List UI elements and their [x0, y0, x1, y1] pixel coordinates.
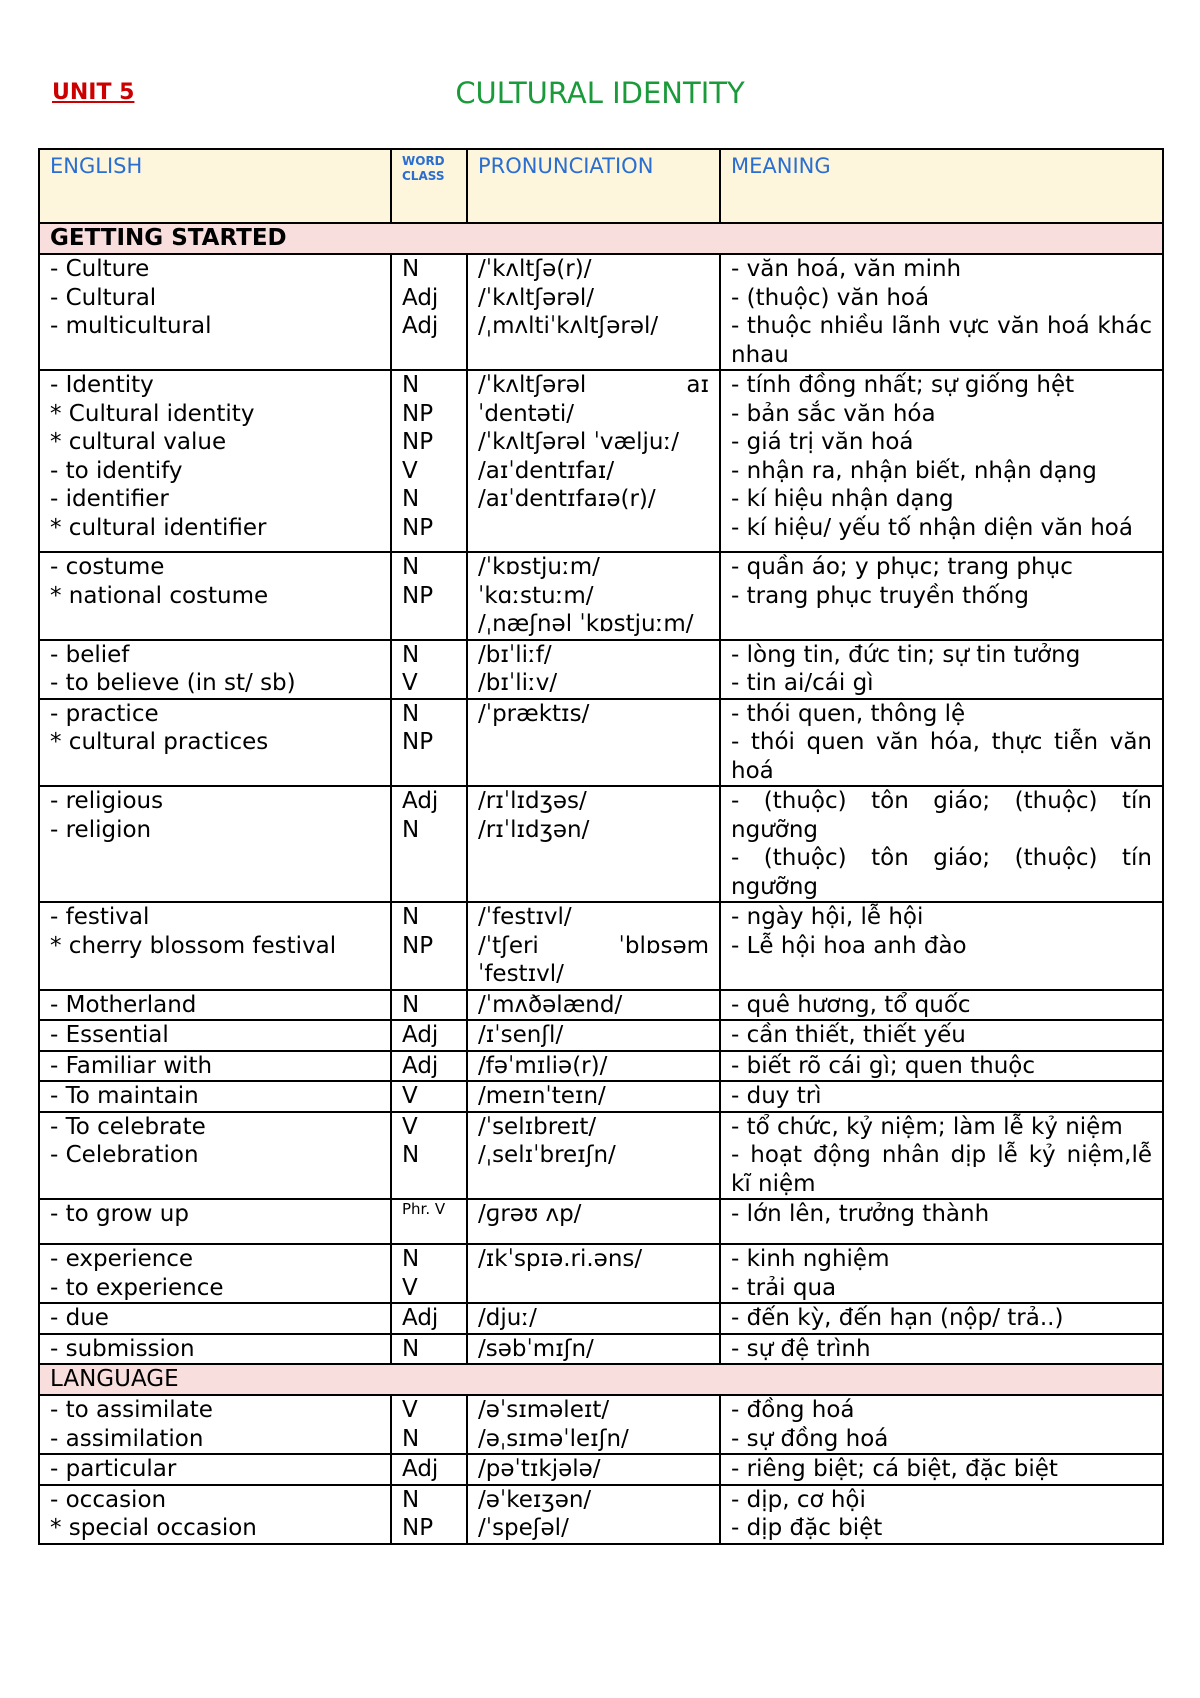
meaning-cell	[720, 640, 1163, 699]
column-header-meaning: MEANING	[720, 149, 1163, 223]
meaning-cell-line: - thói quen, thông lệ	[731, 700, 966, 727]
meaning-cell-line: - nhận ra, nhận biết, nhận dạng	[731, 457, 1097, 484]
pronunciation-cell	[467, 254, 720, 370]
meaning-cell	[720, 786, 1163, 902]
english-cell	[39, 699, 391, 787]
pronunciation-cell-line: /ˌnæʃnəl ˈkɒstjuːm/	[478, 611, 694, 637]
pronunciation-cell-line: ˈkɑːstuːm/	[478, 582, 594, 609]
pronunciation-cell-line: /ˈfestɪvl/	[478, 904, 572, 930]
meaning-cell-line: - (thuộc) văn hoá	[731, 284, 930, 311]
english-cell-line: - Essential	[50, 1022, 169, 1048]
english-cell	[39, 640, 391, 699]
english-cell-line: - occasion	[50, 1486, 167, 1513]
word-class-cell-line: Adj	[402, 788, 439, 814]
pronunciation-cell-line: /meɪnˈteɪn/	[478, 1083, 606, 1109]
english-cell-line: * cultural practices	[50, 729, 269, 755]
pronunciation-cell-line: /djuː/	[478, 1305, 537, 1331]
pronunciation-cell-line: /ˈpræktɪs/	[478, 700, 590, 727]
vocab-row	[39, 1244, 1163, 1303]
pronunciation-cell	[467, 1303, 720, 1334]
pronunciation-cell-line: /ɡrəʊ ʌp/	[478, 1201, 582, 1227]
meaning-cell-line: - kí hiệu/ yếu tố nhận diện văn hoá	[731, 514, 1133, 541]
english-cell-line: * special occasion	[50, 1515, 257, 1541]
meaning-cell-line: - văn hoá, văn minh	[731, 256, 962, 282]
meaning-cell-line: - giá trị văn hoá	[731, 429, 914, 455]
english-cell-line: - festival	[50, 904, 150, 930]
english-cell	[39, 1020, 391, 1051]
vocab-row	[39, 1020, 1163, 1051]
pronunciation-cell-line: /səbˈmɪʃn/	[478, 1335, 594, 1362]
meaning-cell	[720, 1303, 1163, 1334]
word-class-cell-line: Phr. V	[402, 1200, 446, 1218]
pronunciation-cell	[467, 902, 720, 990]
english-cell-line: - to identify	[50, 457, 183, 484]
word-class-cell-line: N	[402, 486, 420, 512]
vocab-row	[39, 1199, 1163, 1244]
word-class-cell	[391, 902, 467, 990]
word-class-cell	[391, 370, 467, 552]
english-cell-line: - identifier	[50, 486, 169, 512]
pronunciation-cell-line: /rɪˈlɪdʒəs/	[478, 788, 587, 814]
meaning-cell-line: - thói quen văn hóa, thực tiễn văn hoá	[731, 729, 1152, 784]
meaning-cell	[720, 1112, 1163, 1200]
meaning-cell-line: - quê hương, tổ quốc	[731, 991, 971, 1018]
pronunciation-cell-line: /ˌmʌltiˈkʌltʃərəl/	[478, 313, 659, 339]
word-class-cell-line: V	[402, 1274, 418, 1301]
vocab-row	[39, 254, 1163, 370]
pronunciation-cell-line: /əˈkeɪʒən/	[478, 1486, 592, 1513]
pronunciation-cell-line: /bɪˈliːf/	[478, 641, 552, 668]
pronunciation-cell	[467, 699, 720, 787]
meaning-cell-line: - sự đệ trình	[731, 1335, 871, 1362]
meaning-cell-line: - duy trì	[731, 1083, 822, 1109]
meaning-cell	[720, 1485, 1163, 1544]
meaning-cell	[720, 1244, 1163, 1303]
english-cell-line: - to assimilate	[50, 1397, 213, 1423]
unit-label: UNIT 5	[52, 80, 135, 105]
english-cell	[39, 370, 391, 552]
meaning-cell-line: - đến kỳ, đến hạn (nộp/ trả..)	[731, 1305, 1064, 1331]
word-class-cell-line: N	[402, 816, 420, 843]
pronunciation-cell	[467, 1081, 720, 1112]
english-cell	[39, 254, 391, 370]
word-class-cell-line: N	[402, 1335, 420, 1362]
english-cell	[39, 990, 391, 1021]
word-class-cell-line: V	[402, 670, 418, 696]
vocab-row	[39, 1081, 1163, 1112]
meaning-cell-line: - Lễ hội hoa anh đào	[731, 932, 967, 959]
pronunciation-cell-line: /ˌselɪˈbreɪʃn/	[478, 1142, 616, 1168]
english-cell-line: - to grow up	[50, 1201, 189, 1227]
pronunciation-cell-line: /ˈkɒstjuːm/	[478, 554, 600, 580]
meaning-cell	[720, 1081, 1163, 1112]
pronunciation-cell	[467, 370, 720, 552]
pronunciation-cell	[467, 786, 720, 902]
english-cell-line: - Familiar with	[50, 1052, 213, 1079]
column-header-pronunciation: PRONUNCIATION	[467, 149, 720, 223]
english-cell-line: - Cultural	[50, 284, 157, 311]
vocab-row	[39, 370, 1163, 552]
pronunciation-cell-line: /bɪˈliːv/	[478, 670, 558, 696]
pronunciation-cell	[467, 1334, 720, 1365]
word-class-cell-line: NP	[402, 429, 434, 455]
section-row-getting-started	[39, 223, 1163, 254]
english-cell-line: - Motherland	[50, 991, 197, 1018]
word-class-cell-line: N	[402, 1486, 420, 1513]
word-class-cell	[391, 1244, 467, 1303]
pronunciation-cell	[467, 1112, 720, 1200]
pronunciation-cell-line: /əˌsɪməˈleɪʃn/	[478, 1425, 629, 1452]
word-class-cell-line: N	[402, 256, 420, 282]
meaning-cell	[720, 902, 1163, 990]
english-cell-line: - To maintain	[50, 1083, 199, 1109]
vocab-row	[39, 1112, 1163, 1200]
meaning-cell	[720, 254, 1163, 370]
meaning-cell	[720, 1199, 1163, 1244]
vocabulary-table	[38, 148, 1164, 1545]
english-cell	[39, 1081, 391, 1112]
meaning-cell-line: - ngày hội, lễ hội	[731, 904, 924, 930]
english-cell	[39, 1395, 391, 1454]
meaning-cell	[720, 552, 1163, 640]
english-cell	[39, 786, 391, 902]
word-class-cell	[391, 552, 467, 640]
word-class-cell-line: NP	[402, 932, 434, 959]
english-cell	[39, 1112, 391, 1200]
meaning-cell	[720, 370, 1163, 552]
section-row-language	[39, 1364, 1163, 1395]
meaning-cell-line: - dịp, cơ hội	[731, 1486, 866, 1513]
word-class-cell-line: Adj	[402, 1305, 439, 1331]
meaning-cell-line: - bản sắc văn hóa	[731, 400, 936, 427]
meaning-cell-line: - biết rõ cái gì; quen thuộc	[731, 1052, 1036, 1079]
pronunciation-cell-line: /əˈsɪməleɪt/	[478, 1397, 610, 1423]
word-class-cell-line: V	[402, 457, 418, 484]
meaning-cell-line: - trải qua	[731, 1274, 837, 1301]
word-class-cell-line: Adj	[402, 313, 439, 339]
english-cell-line: - experience	[50, 1246, 194, 1272]
meaning-cell-line: - sự đồng hoá	[731, 1425, 889, 1452]
meaning-cell-line: - kí hiệu nhận dạng	[731, 486, 954, 512]
english-cell	[39, 1199, 391, 1244]
english-cell	[39, 902, 391, 990]
pronunciation-cell-line: /ˈkʌltʃərəl ˈvæljuː/	[478, 429, 679, 455]
english-cell-line: * cultural identifier	[50, 514, 267, 541]
pronunciation-cell	[467, 552, 720, 640]
pronunciation-cell	[467, 1485, 720, 1544]
english-cell-line: - to believe (in st/ sb)	[50, 670, 296, 696]
english-cell-line: - submission	[50, 1335, 195, 1362]
word-class-cell	[391, 1112, 467, 1200]
vocab-row	[39, 786, 1163, 902]
pronunciation-cell-line: /aɪˈdentɪfaɪə(r)/	[478, 486, 656, 512]
english-cell-line: - due	[50, 1305, 109, 1331]
pronunciation-cell-line: /fəˈmɪliə(r)/	[478, 1052, 608, 1079]
word-class-cell	[391, 1303, 467, 1334]
pronunciation-cell	[467, 1454, 720, 1485]
word-class-cell-line: Adj	[402, 1022, 439, 1048]
meaning-cell	[720, 1051, 1163, 1082]
pronunciation-cell	[467, 640, 720, 699]
meaning-cell	[720, 1334, 1163, 1365]
meaning-cell-line: - tin ai/cái gì	[731, 670, 874, 696]
english-cell-line: - costume	[50, 554, 165, 580]
meaning-cell-line: - thuộc nhiều lãnh vực văn hoá khác nhau	[731, 313, 1152, 368]
word-class-cell-line: N	[402, 991, 420, 1018]
pronunciation-cell	[467, 1199, 720, 1244]
english-cell-line: - To celebrate	[50, 1113, 206, 1140]
meaning-cell	[720, 1020, 1163, 1051]
english-cell-line: - to experience	[50, 1274, 224, 1301]
vocab-row	[39, 990, 1163, 1021]
meaning-cell-line: - tổ chức, kỷ niệm; làm lễ kỷ niệm	[731, 1113, 1123, 1140]
english-cell	[39, 552, 391, 640]
pronunciation-cell-line: /pəˈtɪkjələ/	[478, 1456, 601, 1482]
pronunciation-cell-line: /ˈkʌltʃə(r)/	[478, 256, 592, 282]
vocab-row	[39, 1334, 1163, 1365]
english-cell	[39, 1454, 391, 1485]
word-class-cell	[391, 640, 467, 699]
pronunciation-cell	[467, 1395, 720, 1454]
word-class-cell-line: Adj	[402, 284, 439, 311]
word-class-cell-line: N	[402, 641, 420, 668]
meaning-cell-line: - lớn lên, trưởng thành	[731, 1201, 990, 1227]
word-class-cell-line: N	[402, 700, 420, 727]
vocab-row	[39, 1395, 1163, 1454]
vocab-row	[39, 699, 1163, 787]
meaning-cell	[720, 1395, 1163, 1454]
word-class-cell-line: Adj	[402, 1456, 439, 1482]
word-class-cell-line: Adj	[402, 1052, 439, 1079]
word-class-cell	[391, 1395, 467, 1454]
english-cell-line: - particular	[50, 1456, 177, 1482]
column-header-word-class: WORD CLASS	[391, 149, 467, 223]
vocab-row	[39, 902, 1163, 990]
word-class-cell-line: NP	[402, 1515, 434, 1541]
english-cell-line: - Identity	[50, 372, 154, 398]
word-class-cell-line: N	[402, 372, 420, 398]
meaning-cell-line: - dịp đặc biệt	[731, 1515, 883, 1541]
word-class-cell-line: V	[402, 1083, 418, 1109]
english-cell	[39, 1303, 391, 1334]
vocab-row	[39, 1303, 1163, 1334]
word-class-cell	[391, 1454, 467, 1485]
pronunciation-cell-line: /ɪˈsenʃl/	[478, 1022, 564, 1048]
pronunciation-cell-line: /aɪˈdentɪfaɪ/	[478, 457, 615, 484]
word-class-cell	[391, 699, 467, 787]
english-cell	[39, 1244, 391, 1303]
meaning-cell-line: - tính đồng nhất; sự giống hệt	[731, 372, 1075, 398]
meaning-cell-line: - cần thiết, thiết yếu	[731, 1022, 966, 1048]
word-class-cell-line: N	[402, 1142, 420, 1168]
meaning-cell-line: - riêng biệt; cá biệt, đặc biệt	[731, 1456, 1058, 1482]
word-class-cell-line: NP	[402, 514, 434, 541]
pronunciation-cell-line: /ˈmʌðəlænd/	[478, 991, 623, 1018]
meaning-cell-line: - lòng tin, đức tin; sự tin tưởng	[731, 641, 1081, 668]
pronunciation-cell-line: /rɪˈlɪdʒən/	[478, 816, 590, 843]
vocab-row	[39, 1485, 1163, 1544]
meaning-cell-line: - hoạt động nhân dịp lễ kỷ niệm,lễ kĩ niệm	[731, 1142, 1152, 1197]
vocab-row	[39, 1454, 1163, 1485]
english-cell-line: - multicultural	[50, 313, 212, 339]
word-class-cell-line: N	[402, 1246, 420, 1272]
word-class-cell-line: NP	[402, 582, 434, 609]
english-cell	[39, 1334, 391, 1365]
pronunciation-cell-line: /ˈkʌltʃərəl/	[478, 284, 595, 311]
english-cell-line: - Culture	[50, 256, 150, 282]
pronunciation-cell-line: /ɪkˈspɪə.ri.əns/	[478, 1246, 643, 1272]
section-title: GETTING STARTED	[39, 223, 1163, 254]
pronunciation-cell	[467, 1244, 720, 1303]
pronunciation-cell-line: /ˈkʌltʃərəl aɪˈdentəti/	[478, 372, 709, 427]
column-header-english: ENGLISH	[39, 149, 391, 223]
english-cell-line: * cherry blossom festival	[50, 932, 337, 959]
word-class-cell-line: N	[402, 1425, 420, 1452]
word-class-cell-line: V	[402, 1113, 418, 1140]
meaning-cell-line: - quần áo; y phục; trang phục	[731, 554, 1073, 580]
english-cell-line: - Celebration	[50, 1142, 199, 1168]
word-class-cell	[391, 990, 467, 1021]
pronunciation-cell	[467, 1020, 720, 1051]
english-cell-line: - assimilation	[50, 1425, 204, 1452]
vocab-row	[39, 1051, 1163, 1082]
english-cell	[39, 1051, 391, 1082]
meaning-cell-line: - trang phục truyền thống	[731, 582, 1029, 609]
word-class-cell-line: NP	[402, 400, 434, 427]
vocab-row	[39, 640, 1163, 699]
english-cell	[39, 1485, 391, 1544]
pronunciation-cell	[467, 990, 720, 1021]
word-class-cell-line: N	[402, 904, 420, 930]
word-class-cell	[391, 1051, 467, 1082]
meaning-cell	[720, 990, 1163, 1021]
english-cell-line: * cultural value	[50, 429, 227, 455]
meaning-cell	[720, 699, 1163, 787]
word-class-cell	[391, 1020, 467, 1051]
english-cell-line: * Cultural identity	[50, 400, 255, 427]
word-class-cell	[391, 786, 467, 902]
meaning-cell-line: - (thuộc) tôn giáo; (thuộc) tín ngưỡng	[731, 845, 1152, 900]
word-class-cell	[391, 254, 467, 370]
meaning-cell-line: - đồng hoá	[731, 1397, 855, 1423]
meaning-cell-line: - kinh nghiệm	[731, 1246, 890, 1272]
pronunciation-cell-line: /ˈspeʃəl/	[478, 1515, 569, 1541]
word-class-cell-line: N	[402, 554, 420, 580]
meaning-cell	[720, 1454, 1163, 1485]
english-cell-line: * national costume	[50, 582, 269, 609]
english-cell-line: - religion	[50, 816, 152, 843]
section-title: LANGUAGE	[39, 1364, 1163, 1395]
word-class-cell-line: NP	[402, 729, 434, 755]
meaning-cell-line: - (thuộc) tôn giáo; (thuộc) tín ngưỡng	[731, 788, 1152, 843]
english-cell-line: - religious	[50, 788, 164, 814]
pronunciation-cell	[467, 1051, 720, 1082]
vocab-row	[39, 552, 1163, 640]
word-class-cell	[391, 1485, 467, 1544]
word-class-cell	[391, 1199, 467, 1244]
page-title: CULTURAL IDENTITY	[455, 76, 745, 110]
english-cell-line: - belief	[50, 641, 130, 668]
table-header-row	[39, 149, 1163, 223]
english-cell-line: - practice	[50, 700, 159, 727]
word-class-cell	[391, 1081, 467, 1112]
pronunciation-cell-line: /ˈselɪbreɪt/	[478, 1113, 597, 1140]
word-class-cell-line: V	[402, 1397, 418, 1423]
pronunciation-cell-line: /ˈtʃeri ˈblɒsəm ˈfestɪvl/	[478, 932, 709, 987]
word-class-cell	[391, 1334, 467, 1365]
